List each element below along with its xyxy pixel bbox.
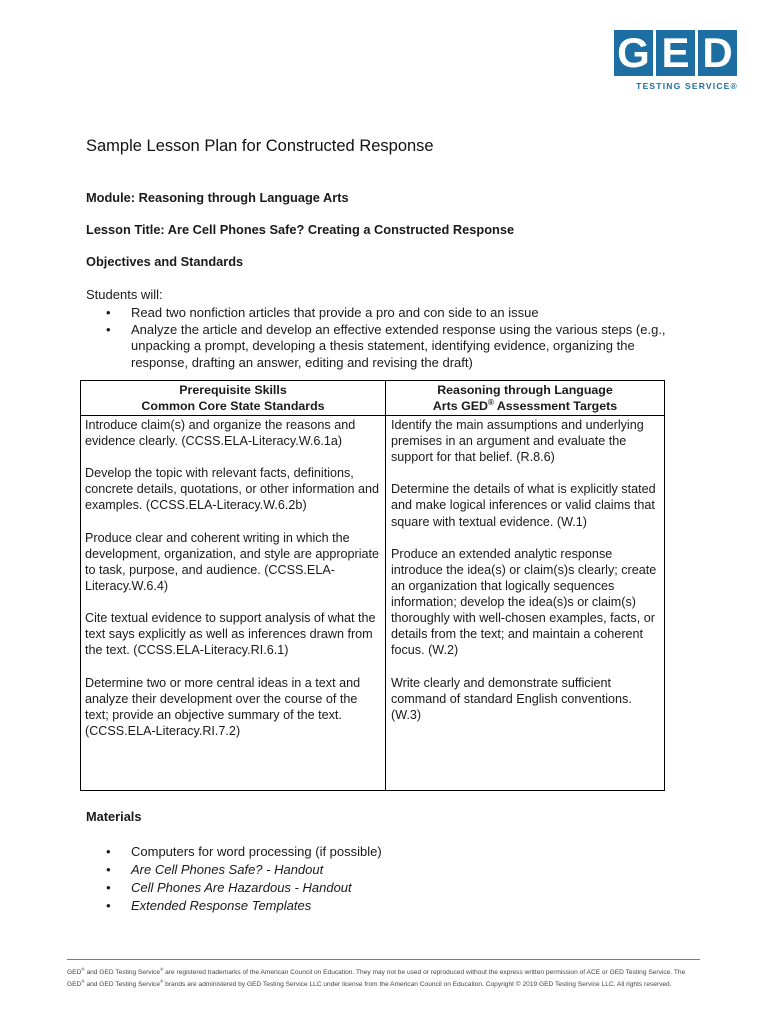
objective-item: • Read two nonfiction articles that provide a pro and con side to an issue [86, 305, 676, 322]
header-line: Reasoning through Language [437, 383, 613, 397]
skills-standards-table [80, 380, 665, 791]
table-column-divider [385, 381, 386, 790]
header-text: Arts GED [432, 399, 488, 413]
lesson-title-heading: Lesson Title: Are Cell Phones Safe? Creating a Constructed Response [86, 222, 515, 237]
registered-mark: ® [81, 967, 85, 972]
footer-text: and GED Testing Service [84, 980, 161, 988]
header-text: Assessment Targets [493, 399, 618, 413]
footer-text: are registered trademarks of the American Council on Education. They may not be used or reproduced without the express written permission of ACE or GED Testing Service. The GED [67, 969, 686, 988]
table-header-prerequisite [81, 382, 385, 414]
logo-letter-e: E [656, 30, 695, 76]
standard-entry: Develop the topic with relevant facts, definitions, concrete details, quotations, or other information and examples. (CCSS.ELA-Literacy.W.6.2b) [85, 466, 380, 513]
target-entry: Identify the main assumptions and underlying premises in an argument and evaluate the support for that belief. (R.8.6) [391, 418, 644, 465]
header-line: Common Core State Standards [141, 399, 325, 413]
objectives-list [86, 305, 676, 371]
logo-tagline: TESTING SERVICE® [636, 81, 738, 91]
footer-text: brands are administered by GED Testing Service LLC under license from the American Council on Education. Copyright © 2019 GED Testing Service LLC. All rights reserved. [163, 980, 672, 988]
header-line-2 [386, 398, 664, 414]
material-item: • Computers for word processing (if possible) [86, 844, 586, 862]
target-entry: Determine the details of what is explicitly stated and make logical inferences or valid claims that square with textual evidence. (W.1) [391, 482, 656, 529]
page-title: Sample Lesson Plan for Constructed Response [86, 137, 434, 155]
footer-text: and GED Testing Service [84, 969, 161, 977]
logo-letter-d: D [698, 30, 737, 76]
module-heading: Module: Reasoning through Language Arts [86, 190, 349, 205]
header-line: Prerequisite Skills [179, 383, 287, 397]
ged-testing-service-logo [614, 30, 738, 94]
table-header-assessment-targets [386, 382, 664, 414]
assessment-targets-column [391, 417, 663, 739]
standard-entry: Introduce claim(s) and organize the reasons and evidence clearly. (CCSS.ELA-Literacy.W.6.1a) [85, 418, 356, 449]
footer-text: GED [67, 969, 82, 977]
target-entry: Write clearly and demonstrate sufficient command of standard English conventions. (W.3) [391, 675, 632, 722]
registered-mark: ® [160, 967, 164, 972]
logo-letters [614, 30, 738, 76]
registered-mark: ® [81, 978, 85, 984]
standard-entry: Cite textual evidence to support analysis of what the text says explicitly as well as inferences drawn from the text. (CCSS.ELA-Literacy.RI.6.1) [85, 611, 376, 658]
prerequisite-skills-column [85, 417, 383, 755]
trademark-footer [67, 966, 700, 990]
material-item: • Cell Phones Are Hazardous - Handout [86, 880, 586, 898]
material-item: • Extended Response Templates [86, 898, 586, 916]
standard-entry: Determine two or more central ideas in a text and analyze their development over the course of the text; provide an objective summary of the text. (CCSS.ELA-Literacy.RI.7.2) [85, 675, 361, 738]
target-entry: Produce an extended analytic response introduce the idea(s) or claim(s)s clearly; create an organization that logically sequences information; develop the idea(s)s or claim(s) thoroughly with well-chosen examples, facts, or details from the text; and maintain a coherent focus. (W.2) [391, 546, 657, 658]
students-will-intro: Students will: [86, 287, 163, 302]
material-item: • Are Cell Phones Safe? - Handout [86, 862, 586, 880]
objective-item: • Analyze the article and develop an effective extended response using the various steps (e.g., unpacking a prompt, developing a thesis statement, identifying evidence, organizing the response, drafting an answer, editing and revising the draft) [86, 322, 676, 372]
table-header-rule [81, 415, 664, 416]
registered-mark: ® [487, 397, 494, 407]
objectives-heading: Objectives and Standards [86, 254, 244, 269]
standard-entry: Produce clear and coherent writing in which the development, organization, and style are appropriate to task, purpose, and audience. (CCSS.ELA-Literacy.W.6.4) [85, 530, 380, 593]
materials-heading: Materials [86, 809, 142, 824]
logo-letter-g: G [614, 30, 653, 76]
footer-divider [67, 959, 700, 960]
materials-list [86, 844, 586, 916]
registered-mark: ® [160, 978, 164, 984]
